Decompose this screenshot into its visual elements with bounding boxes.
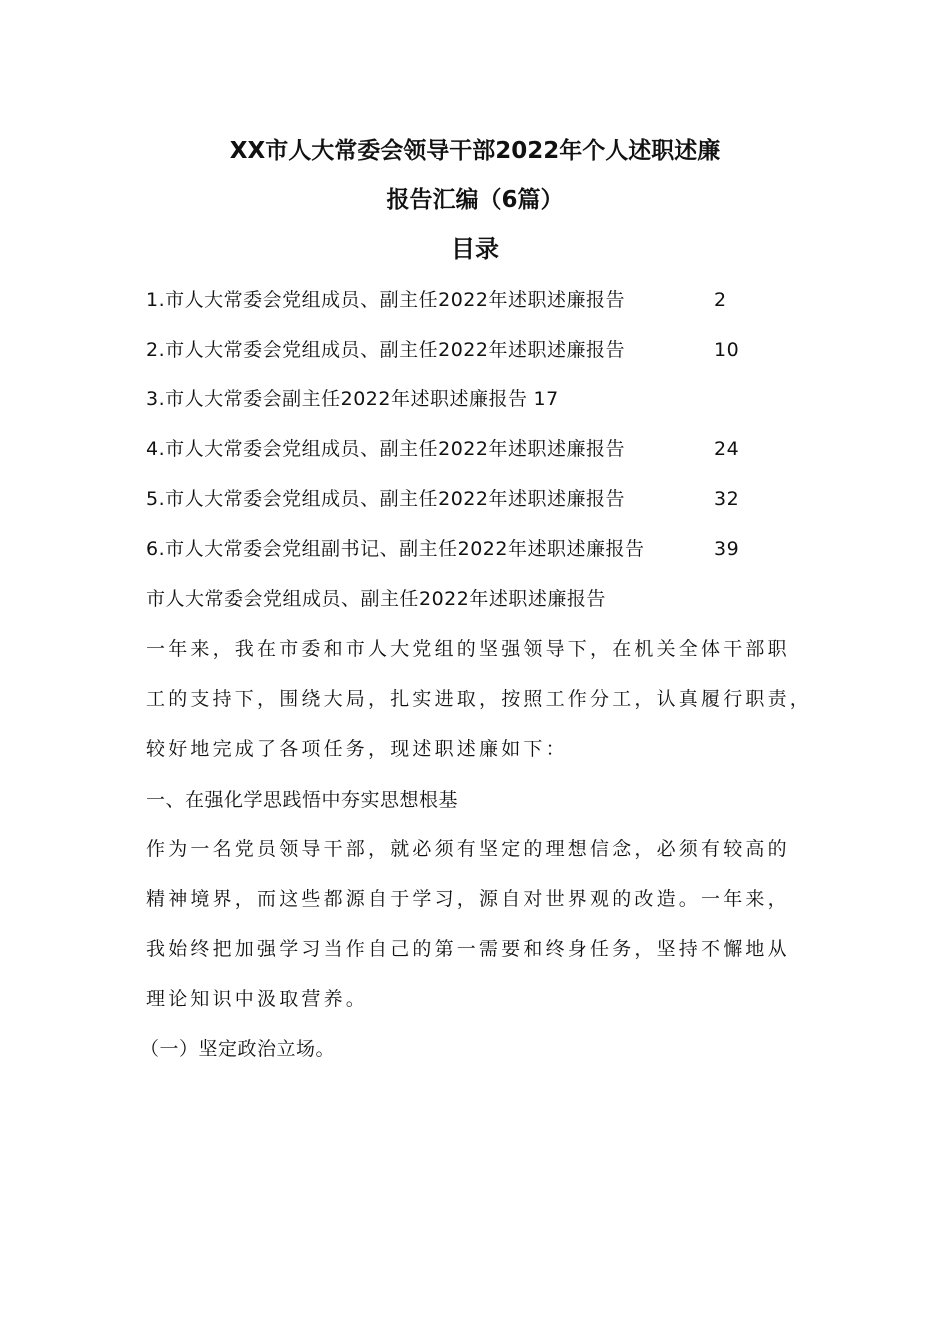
toc-item-text: 5.市人大常委会党组成员、副主任2022年述职述廉报告 (146, 488, 625, 510)
document-title-line1: XX市人大常委会领导干部2022年个人述职述廉 (229, 138, 721, 164)
paragraph-line: 我始终把加强学习当作自己的第一需要和终身任务，坚持不懈地从 (146, 938, 790, 960)
toc-item-page: 10 (714, 339, 740, 361)
section-title: 市人大常委会党组成员、副主任2022年述职述廉报告 (146, 588, 606, 610)
toc-item-6 (146, 534, 740, 564)
toc-item-page: 24 (714, 438, 740, 460)
toc-item-5 (146, 484, 740, 514)
subheading: （一）坚定政治立场。 (140, 1038, 336, 1060)
toc-item-text: 2.市人大常委会党组成员、副主任2022年述职述廉报告 (146, 339, 625, 361)
document-title-line2: 报告汇编（6篇） (386, 187, 564, 213)
paragraph-line: 作为一名党员领导干部，就必须有坚定的理想信念，必须有较高的 (146, 838, 790, 860)
paragraph-line: 一年来，我在市委和市人大党组的坚强领导下，在机关全体干部职 (146, 638, 790, 660)
toc-item-1 (146, 285, 727, 315)
paragraph-line: 理论知识中汲取营养。 (146, 988, 369, 1010)
toc-item-page: 17 (533, 388, 559, 410)
paragraph-line: 工的支持下，围绕大局，扎实进取，按照工作分工，认真履行职责， (146, 688, 813, 710)
toc-item-2 (146, 335, 740, 365)
section-heading: 一、在强化学思践悟中夯实思想根基 (146, 789, 459, 811)
toc-item-page: 39 (714, 538, 740, 560)
paragraph-line: 精神境界，而这些都源自于学习，源自对世界观的改造。一年来， (146, 888, 790, 910)
paragraph-line: 较好地完成了各项任务，现述职述廉如下： (146, 738, 568, 760)
toc-item-text: 3.市人大常委会副主任2022年述职述廉报告 (146, 388, 528, 410)
toc-item-text: 4.市人大常委会党组成员、副主任2022年述职述廉报告 (146, 438, 625, 460)
toc-item-text: 6.市人大常委会党组副书记、副主任2022年述职述廉报告 (146, 538, 645, 560)
toc-item-3 (146, 384, 559, 414)
toc-item-page: 32 (714, 488, 740, 510)
toc-item-text: 1.市人大常委会党组成员、副主任2022年述职述廉报告 (146, 289, 625, 311)
toc-item-page: 2 (714, 289, 727, 311)
toc-item-4 (146, 434, 740, 464)
toc-heading: 目录 (451, 235, 499, 263)
